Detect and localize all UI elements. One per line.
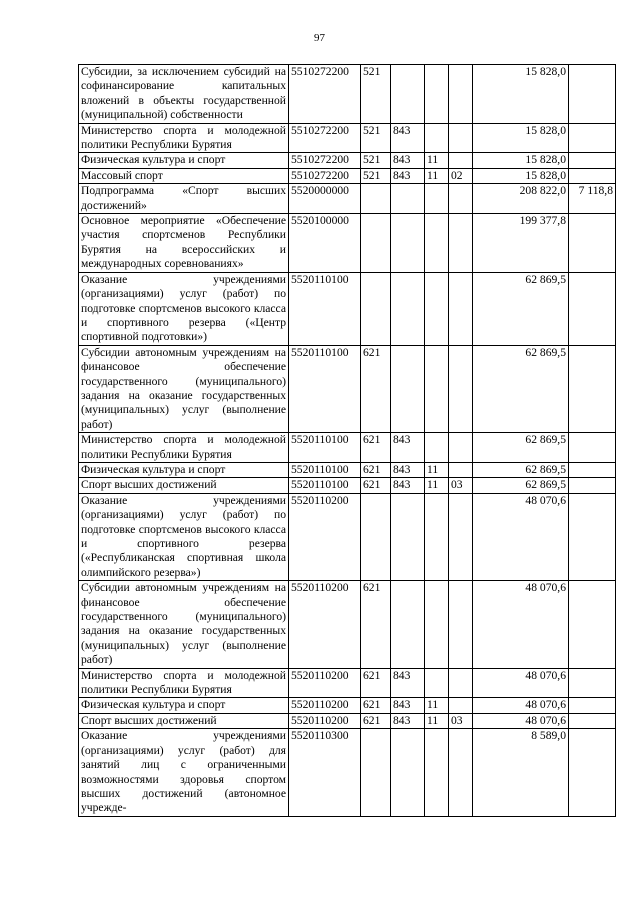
row-extra-amount [569, 668, 616, 698]
row-subsection-cell [449, 123, 473, 153]
row-name-cell: Министерство спорта и молодежной политики Республики Бурятия [79, 123, 289, 153]
row-subsection-cell [449, 184, 473, 214]
row-extra-amount [569, 433, 616, 463]
page-number: 97 [314, 32, 325, 44]
row-expense-type-cell: 621 [361, 668, 391, 698]
row-name-cell: Подпрограмма «Спорт высших достижений» [79, 184, 289, 214]
row-extra-amount [569, 698, 616, 713]
row-expense-type-cell: 521 [361, 168, 391, 183]
row-expense-type-cell [361, 184, 391, 214]
row-name-cell: Министерство спорта и молодежной политики Республики Бурятия [79, 433, 289, 463]
row-ministry-code-cell [391, 184, 425, 214]
row-expense-type-cell [361, 214, 391, 273]
row-section-cell: 11 [425, 462, 449, 477]
row-expense-type-cell: 621 [361, 433, 391, 463]
row-subsection-cell [449, 581, 473, 668]
row-code-cell: 5520110100 [289, 433, 361, 463]
row-ministry-code-cell: 843 [391, 433, 425, 463]
row-code-cell: 5520110300 [289, 729, 361, 816]
row-code-cell: 5520110200 [289, 493, 361, 580]
row-amount-cell: 15 828,0 [473, 123, 569, 153]
row-extra-amount [569, 153, 616, 168]
table-row [79, 184, 616, 214]
row-amount-cell: 48 070,6 [473, 668, 569, 698]
row-section-cell [425, 184, 449, 214]
row-subsection-cell [449, 462, 473, 477]
row-amount-cell: 15 828,0 [473, 65, 569, 124]
row-amount-cell: 48 070,6 [473, 581, 569, 668]
row-section-cell [425, 65, 449, 124]
budget-table-body [79, 65, 616, 817]
row-name-cell: Оказание учреждениями (организациями) услуг (работ) по подготовке спортсменов высокого класса и спортивного резерва («Центр спортивной подготовки») [79, 272, 289, 345]
row-expense-type-cell: 621 [361, 698, 391, 713]
row-extra-amount: 7 118,8 [569, 184, 616, 214]
row-ministry-code-cell: 843 [391, 698, 425, 713]
row-ministry-code-cell [391, 729, 425, 816]
row-subsection-cell [449, 214, 473, 273]
row-ministry-code-cell [391, 214, 425, 273]
row-amount-cell: 8 589,0 [473, 729, 569, 816]
row-section-cell: 11 [425, 168, 449, 183]
row-amount-cell: 48 070,6 [473, 493, 569, 580]
row-expense-type-cell [361, 729, 391, 816]
row-amount-cell: 62 869,5 [473, 272, 569, 345]
row-amount-cell: 62 869,5 [473, 478, 569, 493]
row-subsection-cell [449, 729, 473, 816]
row-code-cell: 5520110200 [289, 668, 361, 698]
row-subsection-cell [449, 493, 473, 580]
row-extra-amount [569, 123, 616, 153]
table-row [79, 729, 616, 816]
row-amount-cell: 62 869,5 [473, 462, 569, 477]
row-amount-cell: 15 828,0 [473, 153, 569, 168]
row-extra-amount [569, 345, 616, 432]
table-row [79, 214, 616, 273]
row-ministry-code-cell [391, 65, 425, 124]
row-subsection-cell [449, 272, 473, 345]
row-expense-type-cell [361, 493, 391, 580]
row-amount-cell: 199 377,8 [473, 214, 569, 273]
row-section-cell [425, 123, 449, 153]
row-expense-type-cell: 521 [361, 153, 391, 168]
row-code-cell: 5510272200 [289, 123, 361, 153]
row-subsection-cell: 03 [449, 713, 473, 728]
row-code-cell: 5520110200 [289, 713, 361, 728]
row-extra-amount [569, 713, 616, 728]
row-name-cell: Оказание учреждениями (организациями) услуг (работ) по подготовке спортсменов высокого класса и спортивного резерва («Республиканская спортивная школа олимпийского резерва») [79, 493, 289, 580]
row-section-cell [425, 433, 449, 463]
row-section-cell [425, 345, 449, 432]
row-name-cell: Субсидии автономным учреждениям на финансовое обеспечение государственного (муниципального) задания на оказание государственных (муниципальных) услуг (выполнение работ) [79, 581, 289, 668]
table-row [79, 168, 616, 183]
table-row [79, 462, 616, 477]
row-expense-type-cell: 621 [361, 581, 391, 668]
row-expense-type-cell: 521 [361, 65, 391, 124]
row-extra-amount [569, 168, 616, 183]
table-row [79, 668, 616, 698]
table-row [79, 433, 616, 463]
row-amount-cell: 62 869,5 [473, 345, 569, 432]
row-section-cell [425, 668, 449, 698]
row-code-cell: 5510272200 [289, 65, 361, 124]
row-amount-cell: 48 070,6 [473, 713, 569, 728]
row-expense-type-cell: 621 [361, 713, 391, 728]
row-ministry-code-cell: 843 [391, 478, 425, 493]
row-expense-type-cell: 521 [361, 123, 391, 153]
row-extra-amount [569, 65, 616, 124]
row-extra-amount [569, 214, 616, 273]
row-expense-type-cell: 621 [361, 478, 391, 493]
row-name-cell: Министерство спорта и молодежной политики Республики Бурятия [79, 668, 289, 698]
row-extra-amount [569, 462, 616, 477]
row-name-cell: Оказание учреждениями (организациями) услуг (работ) для занятий лиц с ограниченными возможностями здоровья спортом высших достижений (автономное учрежде- [79, 729, 289, 816]
row-expense-type-cell [361, 272, 391, 345]
table-row [79, 65, 616, 124]
table-row [79, 698, 616, 713]
row-subsection-cell [449, 433, 473, 463]
row-code-cell: 5510272200 [289, 153, 361, 168]
table-row [79, 581, 616, 668]
row-code-cell: 5520110100 [289, 272, 361, 345]
table-row [79, 493, 616, 580]
row-code-cell: 5520110100 [289, 462, 361, 477]
row-section-cell [425, 729, 449, 816]
row-code-cell: 5520000000 [289, 184, 361, 214]
row-ministry-code-cell: 843 [391, 153, 425, 168]
row-extra-amount [569, 478, 616, 493]
row-name-cell: Физическая культура и спорт [79, 462, 289, 477]
row-subsection-cell [449, 153, 473, 168]
row-ministry-code-cell [391, 345, 425, 432]
row-name-cell: Субсидии автономным учреждениям на финансовое обеспечение государственного (муниципального) задания на оказание государственных (муниципальных) услуг (выполнение работ) [79, 345, 289, 432]
row-name-cell: Спорт высших достижений [79, 478, 289, 493]
row-subsection-cell [449, 65, 473, 124]
row-amount-cell: 208 822,0 [473, 184, 569, 214]
row-name-cell: Основное мероприятие «Обеспечение участия спортсменов Республики Бурятия на всероссийских и международных соревнованиях» [79, 214, 289, 273]
row-section-cell [425, 493, 449, 580]
row-name-cell: Субсидии, за исключением субсидий на софинансирование капитальных вложений в объекты государственной (муниципальной) собственности [79, 65, 289, 124]
row-ministry-code-cell: 843 [391, 168, 425, 183]
budget-table [78, 64, 616, 817]
table-row [79, 153, 616, 168]
row-section-cell: 11 [425, 478, 449, 493]
table-row [79, 272, 616, 345]
row-name-cell: Спорт высших достижений [79, 713, 289, 728]
row-section-cell [425, 581, 449, 668]
row-subsection-cell: 03 [449, 478, 473, 493]
row-ministry-code-cell [391, 272, 425, 345]
row-subsection-cell [449, 698, 473, 713]
row-section-cell [425, 214, 449, 273]
row-extra-amount [569, 729, 616, 816]
row-ministry-code-cell: 843 [391, 668, 425, 698]
row-ministry-code-cell: 843 [391, 462, 425, 477]
row-code-cell: 5520110100 [289, 478, 361, 493]
table-row [79, 123, 616, 153]
table-row [79, 478, 616, 493]
row-name-cell: Физическая культура и спорт [79, 698, 289, 713]
row-extra-amount [569, 581, 616, 668]
row-section-cell [425, 272, 449, 345]
row-section-cell: 11 [425, 713, 449, 728]
row-expense-type-cell: 621 [361, 345, 391, 432]
row-code-cell: 5520110100 [289, 345, 361, 432]
row-ministry-code-cell: 843 [391, 123, 425, 153]
row-expense-type-cell: 621 [361, 462, 391, 477]
row-subsection-cell [449, 345, 473, 432]
row-code-cell: 5520110200 [289, 698, 361, 713]
table-row [79, 713, 616, 728]
row-code-cell: 5520100000 [289, 214, 361, 273]
row-name-cell: Физическая культура и спорт [79, 153, 289, 168]
row-section-cell: 11 [425, 153, 449, 168]
row-code-cell: 5510272200 [289, 168, 361, 183]
row-ministry-code-cell: 843 [391, 713, 425, 728]
row-extra-amount [569, 272, 616, 345]
row-subsection-cell: 02 [449, 168, 473, 183]
row-subsection-cell [449, 668, 473, 698]
row-ministry-code-cell [391, 581, 425, 668]
row-amount-cell: 62 869,5 [473, 433, 569, 463]
row-section-cell: 11 [425, 698, 449, 713]
row-ministry-code-cell [391, 493, 425, 580]
table-row [79, 345, 616, 432]
row-name-cell: Массовый спорт [79, 168, 289, 183]
row-code-cell: 5520110200 [289, 581, 361, 668]
row-amount-cell: 15 828,0 [473, 168, 569, 183]
row-extra-amount [569, 493, 616, 580]
row-amount-cell: 48 070,6 [473, 698, 569, 713]
